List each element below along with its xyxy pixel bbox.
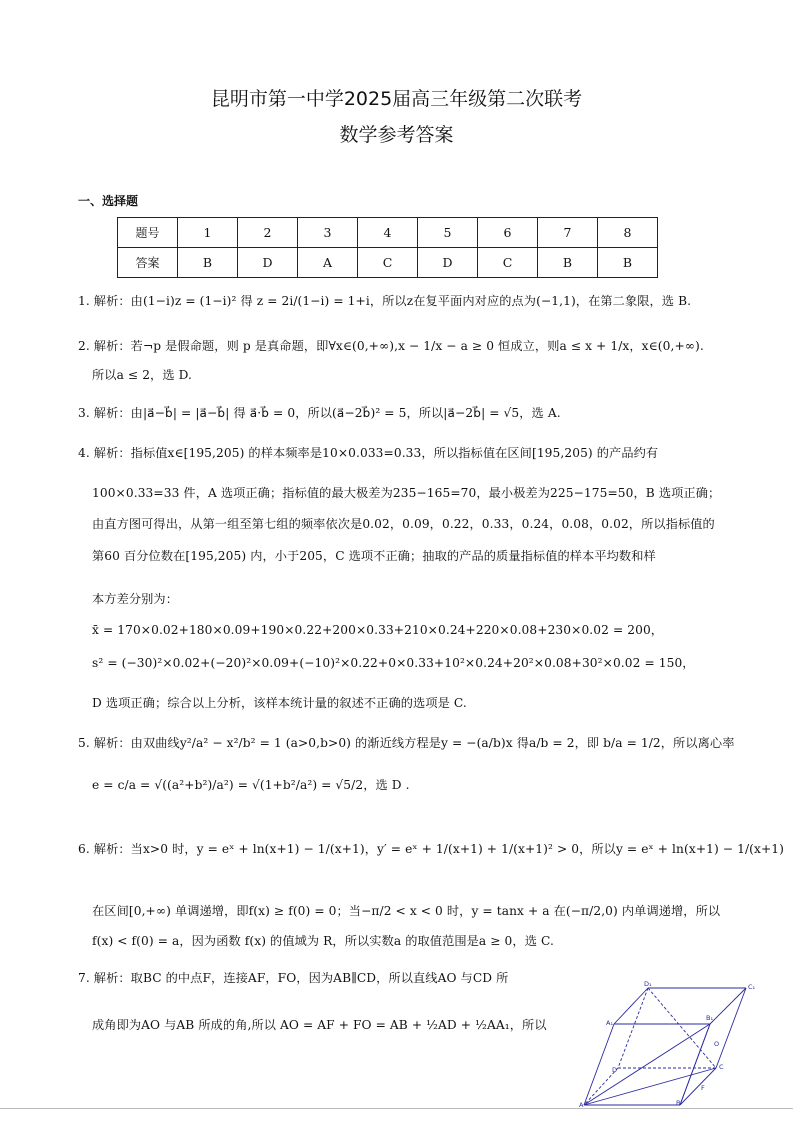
edge-b1c1 xyxy=(710,988,746,1024)
edge-d1a1 xyxy=(614,988,648,1024)
table-cell: D xyxy=(418,248,478,278)
solution-q6-line1: 6. 解析：当x>0 时，y = eˣ + ln(x+1) − 1/(x+1)，y′ = eˣ + 1/(x+1) + 1/(x+1)² > 0，所以y = eˣ + ln(x+1) − 1/(x+1) xyxy=(78,842,785,856)
table-cell: 3 xyxy=(298,218,358,248)
diag-bb1-side xyxy=(680,1024,710,1105)
label-a1: A₁ xyxy=(606,1019,614,1027)
solution-q7-line2: 成角即为AO 与AB 所成的角,所以 AO = AF + FO = AB + ½AD + ½AA₁，所以 xyxy=(92,1018,547,1032)
label-d: D xyxy=(612,1066,618,1074)
table-cell: 6 xyxy=(478,218,538,248)
table-cell: 7 xyxy=(538,218,598,248)
page-title: 昆明市第一中学2025届高三年级第二次联考 xyxy=(210,88,583,110)
label-b1: B₁ xyxy=(706,1014,714,1022)
diag-ab1 xyxy=(584,1024,710,1105)
label-o: O xyxy=(714,1040,720,1048)
diag-ac xyxy=(584,1068,716,1105)
solution-q5-line2: e = c/a = √((a²+b²)/a²) = √(1+b²/a²) = √5/2，选 D . xyxy=(92,778,410,792)
label-a: A xyxy=(579,1101,584,1108)
table-cell: 5 xyxy=(418,218,478,248)
label-c1: C₁ xyxy=(748,983,756,991)
page-subtitle: 数学参考答案 xyxy=(339,124,454,146)
parallelepiped-figure xyxy=(570,980,775,1108)
solution-q4-line4: 第60 百分位数在[195,205) 内，小于205，C 选项不正确；抽取的产品的质量指标值的样本平均数和样 xyxy=(92,549,656,563)
edge-bc xyxy=(680,1068,716,1105)
table-cell: B xyxy=(538,248,598,278)
solution-q2-line1: 2. 解析：若¬p 是假命题，则 p 是真命题，即∀x∈(0,+∞),x − 1/x − a ≥ 0 恒成立，则a ≤ x + 1/x，x∈(0,+∞). xyxy=(78,339,704,353)
table-cell: D xyxy=(238,248,298,278)
solution-q6-line2: 在区间[0,+∞) 单调递增，即f(x) ≥ f(0) = 0；当−π/2 < x < 0 时，y = tanx + a 在(−π/2,0) 内单调递增，所以 xyxy=(92,904,721,918)
table-cell: 4 xyxy=(358,218,418,248)
edge-a1a xyxy=(584,1024,614,1105)
table-row xyxy=(118,218,658,248)
solution-q4-line1: 4. 解析：指标值x∈[195,205) 的样本频率是10×0.033=0.33，所以指标值在区间[195,205) 的产品约有 xyxy=(78,446,659,460)
solution-q4-line7: s² = (−30)²×0.02+(−20)²×0.09+(−10)²×0.22+0×0.33+10²×0.24+20²×0.08+30²×0.02 = 150， xyxy=(92,656,695,670)
table-cell: A xyxy=(298,248,358,278)
table-header-cell: 题号 xyxy=(118,218,178,248)
solution-q4-line6: x̄ = 170×0.02+180×0.09+190×0.22+200×0.33+210×0.24+220×0.08+230×0.02 = 200， xyxy=(92,623,664,637)
table-cell: B xyxy=(598,248,658,278)
table-cell: C xyxy=(478,248,538,278)
label-f: F xyxy=(701,1084,705,1092)
edge-d1d-hidden xyxy=(618,988,648,1068)
label-c: C xyxy=(719,1063,724,1071)
solution-q4-line5: 本方差分别为： xyxy=(92,592,179,606)
table-row xyxy=(118,248,658,278)
answer-table xyxy=(117,217,658,278)
page-bottom-divider xyxy=(0,1108,793,1109)
diag-d1c-hidden xyxy=(648,988,716,1068)
table-cell: 1 xyxy=(178,218,238,248)
label-b: B xyxy=(676,1099,681,1107)
solution-q3: 3. 解析：由|a⃗−b⃗| = |a⃗−b⃗| 得 a⃗·b⃗ = 0，所以(a⃗−2b⃗)² = 5，所以|a⃗−2b⃗| = √5，选 A. xyxy=(78,406,561,420)
table-cell: 8 xyxy=(598,218,658,248)
solution-q4-line2: 100×0.33=33 件，A 选项正确；指标值的最大极差为235−165=70，最小极差为225−175=50，B 选项正确； xyxy=(92,486,721,500)
table-cell: 2 xyxy=(238,218,298,248)
solution-q2-line2: 所以a ≤ 2，选 D. xyxy=(92,368,193,382)
solution-q1: 1. 解析：由(1−i)z = (1−i)² 得 z = 2i/(1−i) = 1+i，所以z在复平面内对应的点为(−1,1)，在第二象限，选 B. xyxy=(78,294,692,308)
edge-c1c xyxy=(716,988,746,1068)
solution-q6-line3: f(x) < f(0) = a，因为函数 f(x) 的值域为 R，所以实数a 的取值范围是a ≥ 0，选 C. xyxy=(92,934,554,948)
table-header-cell: 答案 xyxy=(118,248,178,278)
solution-q5-line1: 5. 解析：由双曲线y²/a² − x²/b² = 1 (a>0,b>0) 的渐近线方程是y = −(a/b)x 得a/b = 2，即 b/a = 1/2，所以离心率 xyxy=(78,736,735,750)
table-cell: B xyxy=(178,248,238,278)
table-cell: C xyxy=(358,248,418,278)
solution-q4-line8: D 选项正确；综合以上分析，该样本统计量的叙述不正确的选项是 C. xyxy=(92,696,467,710)
solution-q4-line3: 由直方图可得出，从第一组至第七组的频率依次是0.02，0.09，0.22，0.33，0.24，0.08，0.02，所以指标值的 xyxy=(92,517,715,531)
solution-q7-line1: 7. 解析：取BC 的中点F，连接AF，FO，因为AB∥CD，所以直线AO 与CD 所 xyxy=(78,971,509,985)
section-heading: 一、选择题 xyxy=(78,194,139,208)
label-d1: D₁ xyxy=(644,980,652,988)
